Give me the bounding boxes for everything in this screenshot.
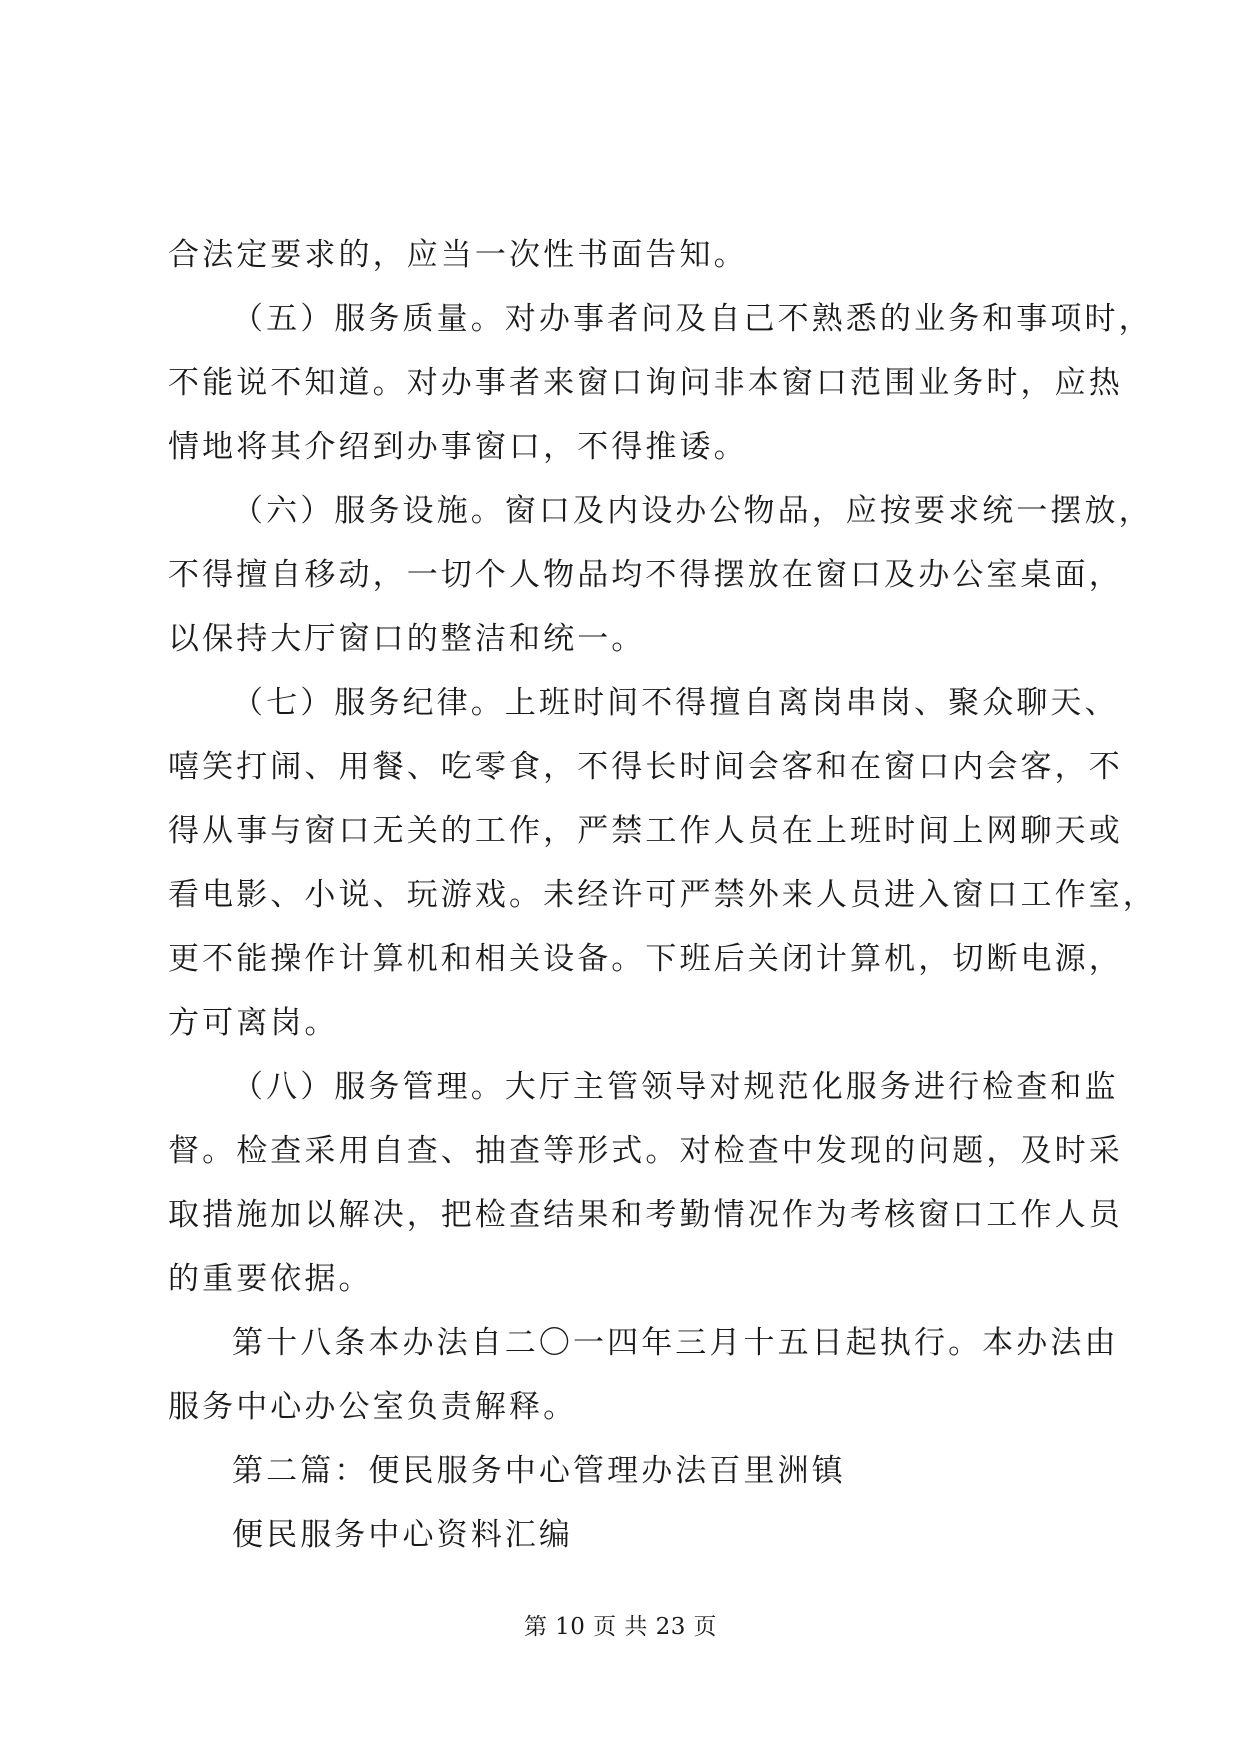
page-number: 第 10 页 共 23 页 bbox=[523, 1614, 718, 1640]
text-line: 不能说不知道。对办事者来窗口询问非本窗口范围业务时，应热 bbox=[168, 365, 1123, 401]
text-line: 得从事与窗口无关的工作，严禁工作人员在上班时间上网聊天或 bbox=[168, 813, 1123, 849]
text-line: 看电影、小说、玩游戏。未经许可严禁外来人员进入窗口工作室， bbox=[168, 877, 1157, 913]
text-line: 方可离岗。 bbox=[168, 1005, 339, 1041]
text-line: （八）服务管理。大厅主管领导对规范化服务进行检查和监 bbox=[232, 1069, 1119, 1105]
text-line: 的重要依据。 bbox=[168, 1261, 373, 1297]
text-line: 第十八条本办法自二〇一四年三月十五日起执行。本办法由 bbox=[232, 1325, 1119, 1361]
text-line: 更不能操作计算机和相关设备。下班后关闭计算机，切断电源， bbox=[168, 941, 1123, 977]
section-subheading: 便民服务中心资料汇编 bbox=[232, 1517, 573, 1553]
text-line: 服务中心办公室负责解释。 bbox=[168, 1389, 578, 1425]
text-line: 督。检查采用自查、抽查等形式。对检查中发现的问题，及时采 bbox=[168, 1133, 1123, 1169]
text-line: （七）服务纪律。上班时间不得擅自离岗串岗、聚众聊天、 bbox=[232, 685, 1119, 721]
text-line: 取措施加以解决，把检查结果和考勤情况作为考核窗口工作人员 bbox=[168, 1197, 1123, 1233]
section-heading: 第二篇：便民服务中心管理办法百里洲镇 bbox=[232, 1453, 846, 1489]
text-line: 不得擅自移动，一切个人物品均不得摆放在窗口及办公室桌面， bbox=[168, 557, 1123, 593]
document-body bbox=[168, 223, 1157, 1567]
text-line: 以保持大厅窗口的整洁和统一。 bbox=[168, 621, 646, 657]
text-line: （五）服务质量。对办事者问及自己不熟悉的业务和事项时， bbox=[232, 301, 1153, 337]
text-line: 情地将其介绍到办事窗口，不得推诿。 bbox=[168, 429, 748, 465]
text-line: 合法定要求的，应当一次性书面告知。 bbox=[168, 237, 748, 273]
text-line: （六）服务设施。窗口及内设办公物品，应按要求统一摆放， bbox=[232, 493, 1153, 529]
text-line: 嘻笑打闹、用餐、吃零食，不得长时间会客和在窗口内会客，不 bbox=[168, 749, 1123, 785]
